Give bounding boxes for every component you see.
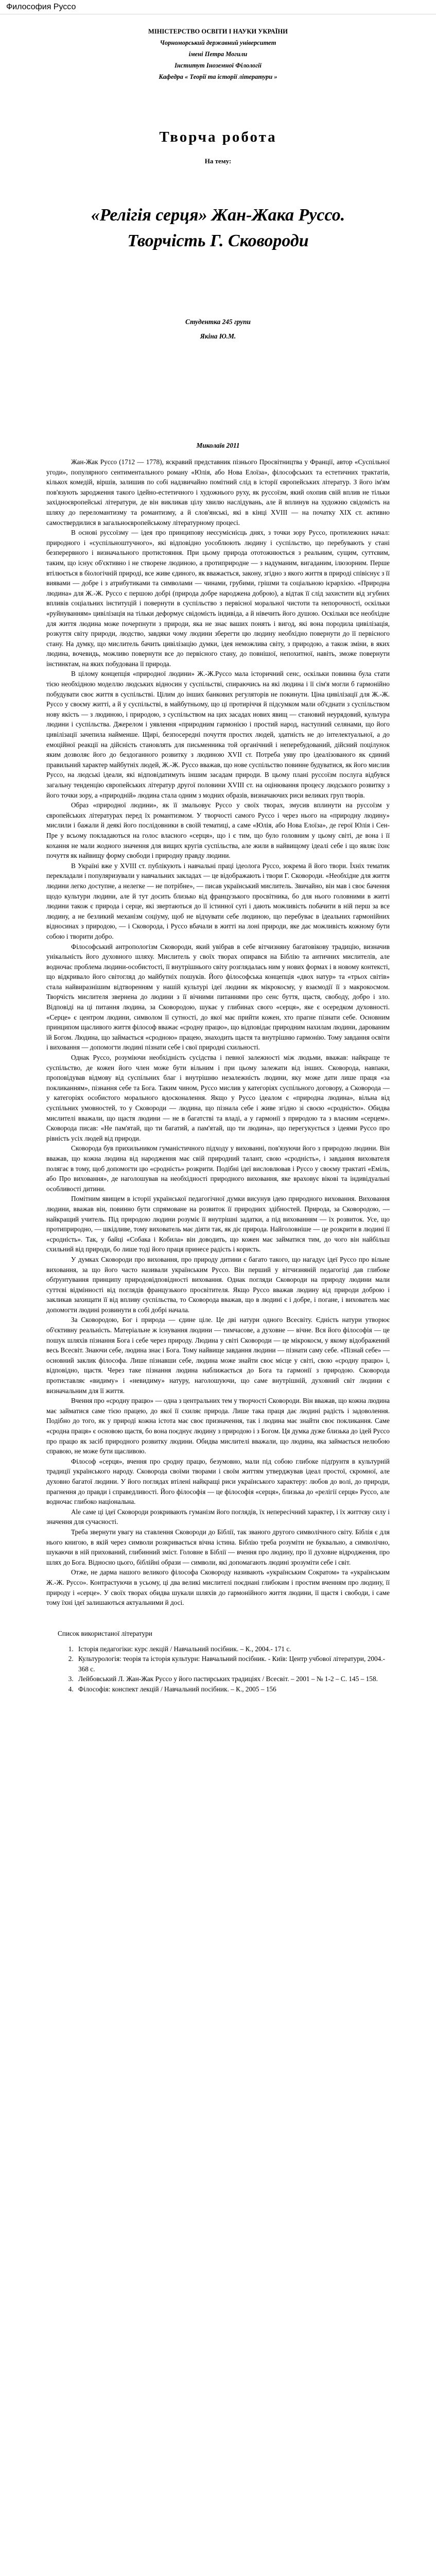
work-type-heading: Творча робота — [159, 129, 277, 145]
paragraph: Образ «природної людини», як її змальовує Руссо у своїх творах, змусив вплинути на руссоїзм у європейських літературах перед їх романтизмом. У творчості самого Руссо і через нього на «природну людину» мислили і бажали й деякі його послідовники в своїй тематиці, а саме «Юлія, або Нова Елоїза», де герої Юлія і Сен-Пре у всьому покладаються на голос власного «серця», що і є тим, що було головним у цьому світі, де вона і її кохання не мали жодного значення для вищих кругів суспільства, але жили в найвищому ідеалі себе і що являє їхнє почуття як найвищу форму свободи і природну правду людини. — [46, 801, 390, 860]
paragraph: У думках Сковороди про виховання, про природу дитини є багато такого, що нагадує ідеї Руссо про вільне виховання, за що його часто називали українським Руссо. Він перший у вітчизняній педагогіці дав глибоке обґрунтування принципу природовідповідності виховання. Однак погляди Сковороди на природу людини мали суттєві відмінності від поглядів французького просвітителя. Якщо Руссо вважав людину від природи доброю і закликав захищати її від впливу суспільства, то Сковорода вважав, що в людині є і добре, і погане, і вихователь має допомогти людині розвинути в собі добрі начала. — [46, 1255, 390, 1314]
department-line: Кафедра « Теорії та історії літератури » — [159, 73, 277, 80]
ministry-line: МІНІСТЕРСТВО ОСВІТИ І НАУКИ УКРАЇНИ — [148, 28, 288, 35]
paragraph: За Сковородою, Бог і природа — єдине ціле. Це дві натури одного Всесвіту. Єдність натури утворює об'єктивну реальність. Матеріальне ж існування людини — тимчасове, а духовне — вічне. Вся його філософія — це пошук шляхів пізнання Бога і себе через природу. Людина у світі Сковороди — це мікрокосм, у якому відображений весь Всесвіт. Знаючи себе, людина знає і Бога. Тому найвище завдання людини — пізнати саму себе. «Пізнай себе» — основний заклик філософа. Лише пізнавши себе, людина може знайти своє місце у світі, свою «сродну працю» і, відповідно, щастя. Через таке пізнання людина наближається до Бога та гармонії з природою. Сковорода протиставляє «видиму» і «невидиму» натуру, наголошуючи, що саме внутрішній, духовний світ людини є визначальним для її життя. — [46, 1316, 390, 1395]
university-line-1: Чорноморський державний університет — [160, 39, 276, 46]
site-title[interactable]: Философия Руссо — [6, 3, 76, 11]
title-page — [46, 26, 390, 450]
source-item: 2. Культурологія: теорія та історія культури: Навчальний посібник. - Київ: Центр учбової літератури, 2004.- 368 с. — [75, 1654, 390, 1674]
body-text — [46, 457, 390, 1608]
institute-line: Інститут Іноземної Філології — [175, 62, 261, 69]
paragraph: Вчення про «сродну працю» — одна з центральних тем у творчості Сковороди. Він вважав, що кожна людина має займатися саме тією працею, до якої її схиляє природа. Лише така праця дає людині радість і задоволення. Подібно до того, як у природі кожна істота має своє призначення, так і людина має знайти своє покликання. Саме «сродна праця» є основою щастя, бо вона поєднує людину з природою і з Богом. Ця думка дуже близька до ідей Руссо про працю як засіб природного розвитку людини. Обидва мислителі вважали, що людина, яка займається нелюбою справою, не може бути щасливою. — [46, 1397, 390, 1455]
paragraph: Філософський антропологізм Сковороди, який увібрав в себе вітчизняну багатовікову традицію, визначив унікальність його духовного шляху. Мислитель у своїх творах опирався на Біблію та античних мислителів, але водночас проблема людини-особистості, її внутрішнього світу розглядалась ним у нових формах і в новому контексті, що відкривало його світогляд до майбутніх пошуків. Його філософська концепція «двох натур» та «трьох світів» стала найвиразнішим відтворенням у нашій культурі ідеї людини як мікрокосму, у взаємодії її з макрокосмом. Творчість мислителя звернена до людини з її вічними питаннями про сенс буття, щастя, свободу, добро і зло. Відповіді на ці питання людина, за Сковородою, шукає у глибинах свого «серця», яке є осередком духовності. «Серце» є центром людини, символом її сутності, до якої має прийти кожен, хто прагне пізнати себе. Основним принципом щасливого життя філософ вважає «сродну працю», що відповідає природним нахилам людини, дарованим їй Богом. Людина, що займається «сродною» працею, знаходить щастя та внутрішню гармонію. Тому завдання освіти і виховання — допомогти людині пізнати себе і свої природні схильності. — [46, 942, 390, 1052]
paragraph: Помітним явищем в історії української педагогічної думки висунув ідею природного виховання. Виховання людини, вважав він, повинно бути спрямоване на розвиток її природних здібностей. Природа, за Сковородою, — найкращий учитель. Під природою людини розуміє її внутрішні задатки, а під вихованням — їх розвиток. Усе, що протиприродно, — шкідливе, тому вихователь має діяти так, як діє природа. Найголовніше — це розкрити в людині її «сродність». Так, у байці «Собака і Кобила» він доводить, що кожен має займатися тим, до чого він найбільш схильний від природи, бо лише тоді його праця принесе радість і користь. — [46, 1195, 390, 1253]
university-line-2: імені Петра Могили — [188, 50, 248, 58]
city-year: Миколаїв 2011 — [196, 442, 240, 449]
topic-title-line-2: Творчість Г. Сковороди — [127, 231, 309, 250]
paragraph: Сковорода був прихильником гуманістичного підходу у вихованні, пов'язуючи його з природою людини. Він вважав, що кожна людина від народження має свій природний талант, свою «сродність», і завдання вихователя полягає в тому, щоб допомогти цю «сродність» розкрити. Подібні ідеї висловлював і Руссо у своєму трактаті «Еміль, або Про виховання», де наголошував на необхідності природного виховання, яке враховує вікові та індивідуальні особливості дитини. — [46, 1144, 390, 1193]
sources-list — [46, 1644, 390, 1694]
source-item: 3. Лейбовський Л. Жан-Жак Руссо у його пастирських традиціях / Всесвіт. – 2001 – № 1-2 – С. 145 – 158. — [75, 1674, 390, 1684]
paragraph: Отже, не дарма нашого великого філософа Сковороду називають «українським Сократом» та «українським Ж.-Ж. Руссо». Контрастуючи в усьому, ці два великі мислителі поєднані глибоким і простим вченням про людину, її природу і «серце». У своїх творах обидва шукали шляхів до гармонійного життя людини, її щастя і свободи, і саме тому їхні ідеї залишаються актуальними й досі. — [46, 1568, 390, 1607]
paragraph: В Україні вже у XVIII ст. публікують і навчальні праці ідеолога Руссо, зокрема й його твори. Їхніх тематик перекладали і популяризували у навчальних закладах — це відображають і твори Г. Сковороди. «Необхідне для життя людини легко доступне, а нелегке — не потрібне», — писав український мислитель. Звичайно, він мав і своє бачення щодо культури людини, але й тут досить близько від французького просвітника, бо для нього головними в житті людини також є природа і серце, які звертаються до її істинної суті і дають можливість побачити в ній перш за все людину, а не безликий механізм соціуму, щоб не відчувати себе людиною, що перебуває в ідеальних гармонійних відносинах з природою, — і Сковорода, і Руссо вбачали в житті на лоні природи, яке дає можливість кожному бути собою і творити добро. — [46, 861, 390, 940]
spacer — [46, 82, 390, 124]
paragraph: Філософ «серця», вчення про сродну працю, безумовно, мали під собою глибоке підґрунтя в культурній традиції українського народу. Сковорода своїми творами і своїм життям утверджував ідеал простої, скромної, але духовно багатої людини. У його поглядах втілені найкращі риси українського характеру: любов до волі, до природи, прагнення до правди і справедливості. Його філософія — це філософія «серця», близька до «релігії серця» Руссо, але водночас глибоко національна. — [46, 1457, 390, 1506]
topic-label: На тему: — [204, 157, 232, 165]
site-header — [0, 0, 436, 14]
source-item: 4. Філософія: конспект лекцій / Навчальний посібник. – К., 2005 – 156 — [75, 1684, 390, 1694]
paragraph: В основі руссоїзму — ідея про принципову неєсуміснісць днях, з точки зору Руссо, протилежних начал: природного і «суспільноштучного», які відповідно уособлюють людину і суспільство, що перебувають у стані безперервного і визначального протистояння. При цьому природа ототожнюється з реальним, сущим, суттєвим, таким, що існує об'єктивно і не створене людиною, а протиприродне — з надуманим, вигаданим, ілюзорним. Перше втілюється в біологічній природі, все живе єдиного, як вважається, закону, згідно з якого життя в природі співіснує з її виявами — добре і з атрибутиками та символами — чинами, грубими, грішми та соціальною ієрархією. «Природна людина» для Ж.-Ж. Руссо є першою добрі (природа добре народжена доброю), а відтак її слід захистити від згубних впливів соціальних інституцій і повернути в суспільство з первісної моральної чистоти та непорочності, оскільки «руйнуванням» цивілізація на тільки деформує свідомість індивіда, а й нівечить його душою. Оскільки все необхідне для життя людина може почерпнути з природи, яка не знає ваших понять і вигод, які вона породила цивілізація, розкуття світу природи, людство, завдяки чому людини зберегти цю людину необхідно повернути до її первісного стану. На думку, що мислитель бачить цивілізацію думки, ідея неможлива світу, з природою, а також зміни, в яких людина, вочевидь, можливо повернути все до первісного стану, до повнішої, непохитної, навіть, зможе повернути інстинктам, на яких побудована її природа. — [46, 529, 390, 668]
student-name: Якіна Ю.М. — [200, 332, 236, 340]
source-item: 1. Історія педагогіки: курс лекцій / Навчальний посібник. – К., 2004.- 171 с. — [75, 1644, 390, 1654]
paragraph: Однак Руссо, розуміючи необхідність сусідства і певної залежності між людьми, вважав: найкраще те суспільство, де кожен його член може бути вільним і при цьому залежати від інших. Сковорода, навпаки, проповідував відмову від суспільних благ і внутрішню незалежність людини, яку може дати лише праця «за покликанням», пізнання себе та Бога. Таким чином, Руссо мислив у категоріях суспільного договору, а Сковорода — у категоріях особистого морального вдосконалення. Якщо у Руссо ідеалом є «природна людина», вільна від суспільних умовностей, то у Сковороди — людина, що пізнала себе і живе згідно зі своєю «сродністю». Обидва мислителі вважали, що щастя людини — не в багатстві та владі, а у гармонії з природою та з власним «серцем». Сковорода писав: «Не пам'ятай, що ти багатий, а пам'ятай, що ти людина», що перегукується з ідеями Руссо про рівність усіх людей від природи. — [46, 1054, 390, 1142]
sources-heading: Список використаної літератури — [58, 1629, 152, 1637]
document — [46, 14, 390, 1694]
paragraph: Жан-Жак Руссо (1712 — 1778), яскравий представник пізнього Просвітництва у Франції, автор «Суспільної угоди», популярного сентиментального роману «Юлія, або Нова Елоїза», філософських та естетичних трактатів, кількох комедій, віршів, залишив по собі надзвичайно помітний слід в історії європейських літератур. З його ім'ям пов'язують зародження такого ідейно-естетичного і художнього руху, як руссоїзм, який охопив свій вплив не тільки західноєвропейські літератури, де він викликав цілу хвилю наслідувань, але й вплинув на художню свідомість на шляху до переломантизму та романтизму, а й слов'янські, які в кінці XVIII — на початку XIX ст. активно самоствердилися в загальноєвропейському літературному процесі. — [46, 458, 390, 527]
spacer — [46, 254, 390, 315]
paragraph: Треба звернути увагу на ставлення Сковороди до Біблії, так званого другого символічного світу. Біблія є для нього книгою, в якій через символи розкривається вічна істина. Біблію треба розуміти не буквально, а символічно, шукаючи в ній прихований, глибинний зміст. Головне в Біблії — вчення про людину, про її духовне відродження, про шлях до Бога. Відносно цього, біблійні образи — символи, які допомагають людині зрозуміти себе і світ. — [46, 1528, 390, 1566]
student-group: Студентка 245 групи — [185, 318, 251, 326]
topic-title-line-1: «Релігія серця» Жан-Жака Руссо. — [91, 206, 345, 225]
paragraph: В цілому концепція «природної людини» Ж.-Ж.Руссо мала історичний сенс, оскільки повинна була стати тією необхідною моделлю людських відносин у суспільстві, спираючись на які людина і її сім'я могли б гармонійно побудувати своє життя в суспільстві. Цілим до інших банкових регуляторів не покинути. Ціна цивілізації для Ж.-Ж. Руссо у своєму житті, а й у суспільстві, в майбутньому, що ці протиріччя й підсумком мали об'єднати з суспільством нову якість — з людиною, і природою, з суспільством на цих засадах нових явищ — становий неурядовий, культура людини і суспільства. Джерелом і уявлення «природним гармонією і простий народ, наступний селянами, що його цивілізації зачепила найменше. Щирі, безпосередні почуття простих людей, здатність не до інтелектуальної, а до емоційної реакції на дійсність становлять для письменника той органічний і неперебудований, дійсний поцілунок яким дозволяє його до бездоганного розвитку з людиною ХVII ст. Потреба уяву про ідеалізованого як єдиний правильний характер майбутніх людей, Ж.-Ж. Руссо вважав, що нове суспільство повинне будуватися, як його мислив Руссо, на людські ідеали, які відповідатимуть іншим засадам природи. В цьому плані руссоїзм послуга відбувся загальну тенденцію європейських літератур другої половини ХVIII ст. на оцінювання процесу людського розвитку з його точки зору, а «природній» людина стала одним з модних образів, визначаючих риси великих груп творів. — [46, 670, 390, 799]
spacer — [46, 179, 390, 202]
paragraph: Ale саме ці ідеї Сковороди розкривають гуманізм його поглядів, їх непересічний характер, і їх життєву силу і значення для сучасності. — [46, 1507, 390, 1526]
